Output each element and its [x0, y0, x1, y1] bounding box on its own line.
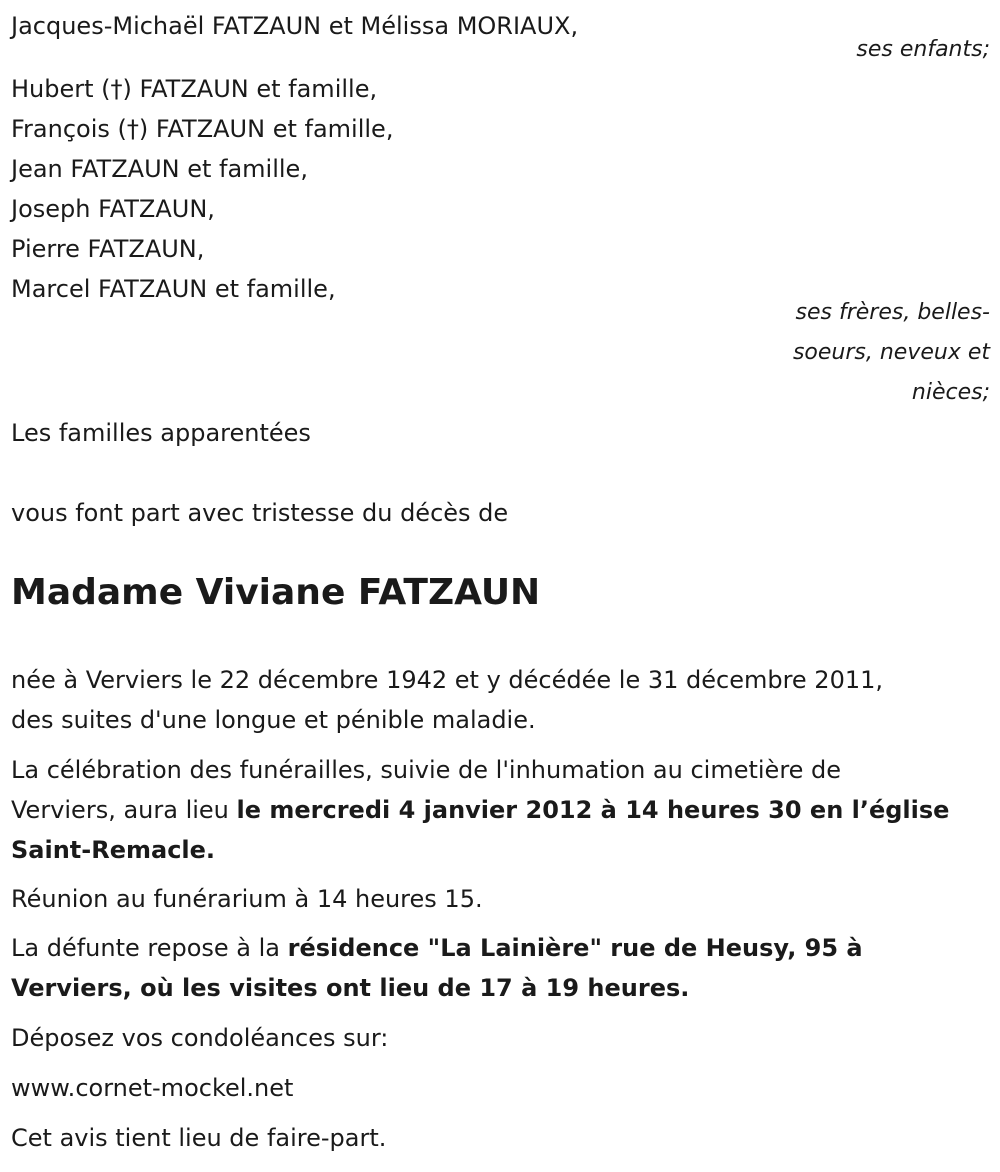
sibling-francois-rest: ) FATZAUN et famille, [138, 115, 394, 143]
announcement: vous font part avec tristesse du décès de [11, 499, 509, 527]
funerarium-meeting: Réunion au funérarium à 14 heures 15. [11, 885, 483, 913]
siblings-role-line3: nièces; [911, 380, 990, 405]
ceremony-line2 [11, 796, 949, 824]
ceremony-date-time: le mercredi 4 janvier 2012 à 14 heures 30 en l’église [236, 796, 950, 824]
ceremony-line1: La célébration des funérailles, suivie de l'inhumation au cimetière de [11, 756, 842, 784]
sibling-hubert-rest: ) FATZAUN et famille, [122, 75, 378, 103]
related-families: Les familles apparentées [11, 419, 311, 447]
sibling-joseph: Joseph FATZAUN, [11, 195, 215, 223]
sibling-pierre: Pierre FATZAUN, [11, 235, 205, 263]
website-link[interactable]: www.cornet-mockel.net [11, 1074, 294, 1102]
children-role: ses enfants; [856, 37, 990, 62]
visiting-hours: Verviers, où les visites ont lieu de 17 à 19 heures. [11, 974, 690, 1002]
birth-death-line1: née à Verviers le 22 décembre 1942 et y décédée le 31 décembre 2011, [11, 666, 884, 694]
rest-residence: résidence "La Lainière" rue de Heusy, 95 à [287, 934, 863, 962]
condolences-label: Déposez vos condoléances sur: [11, 1024, 389, 1052]
sibling-francois-name: François ( [11, 115, 127, 143]
cross-icon: † [126, 115, 139, 143]
sibling-hubert-name: Hubert ( [11, 75, 111, 103]
sibling-hubert [11, 75, 377, 103]
ceremony-location-text: Verviers, aura lieu [11, 796, 237, 824]
children-names: Jacques-Michaël FATZAUN et Mélissa MORIAUX, [11, 12, 579, 40]
birth-death-line2: des suites d'une longue et pénible maladie. [11, 706, 536, 734]
sibling-jean: Jean FATZAUN et famille, [11, 155, 308, 183]
ceremony-church: Saint-Remacle. [11, 836, 216, 864]
rest-line2 [11, 974, 689, 1002]
sibling-marcel: Marcel FATZAUN et famille, [11, 275, 336, 303]
deceased-name: Madame Viviane FATZAUN [11, 572, 541, 613]
sibling-francois [11, 115, 393, 143]
cross-icon: † [110, 75, 123, 103]
rest-text: La défunte repose à la [11, 934, 288, 962]
rest-line1 [11, 934, 863, 962]
siblings-role-line1: ses frères, belles- [795, 300, 990, 325]
ceremony-line3 [11, 836, 215, 864]
notice-text: Cet avis tient lieu de faire-part. [11, 1124, 387, 1152]
siblings-role-line2: soeurs, neveux et [792, 340, 990, 365]
